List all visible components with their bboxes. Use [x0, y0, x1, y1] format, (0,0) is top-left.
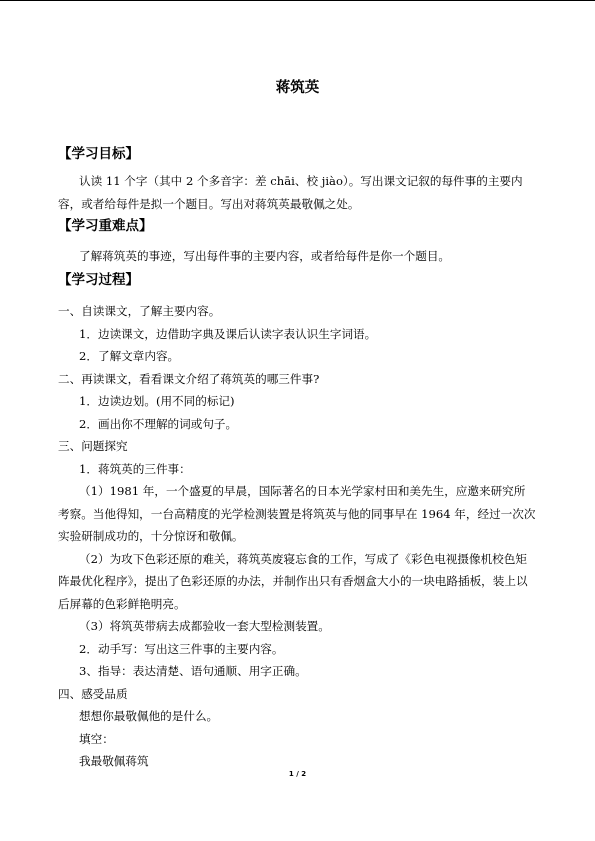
text-line: 四、感受品质 [58, 687, 128, 701]
text-line: 2．了解文章内容。 [79, 349, 180, 363]
text-line: 了解蒋筑英的事迹，写出每件事的主要内容，或者给每件是你一个题目。 [79, 249, 451, 263]
text-line: 1．边读边划。(用不同的标记) [79, 394, 235, 408]
text-line: 想想你最敬佩他的是什么。 [79, 709, 219, 723]
text-line: 2．画出你不理解的词或句子。 [79, 417, 238, 431]
text-line: 容，或者给每件是拟一个题目。写出对蒋筑英最敬佩之处。 [58, 197, 360, 211]
top-border-line [0, 0, 595, 1]
text-line: 1．蒋筑英的三件事： [79, 462, 191, 476]
text-line: 实验研制成功的，十分惊讶和敬佩。 [58, 529, 244, 543]
text-line: （2）为攻下色彩还原的难关，蒋筑英废寝忘食的工作，写成了《彩色电视摄像机校色矩 [79, 552, 527, 566]
section-heading-goals: 【学习目标】 [58, 146, 139, 162]
text-line: 一、自读课文，了解主要内容。 [58, 304, 221, 318]
page-title: 蒋筑英 [275, 80, 320, 96]
text-line: 三、问题探究 [58, 439, 128, 453]
text-line: 3、指导：表达清楚、语句通顺、用字正确。 [79, 664, 307, 678]
text-line: 考察。当他得知，一台高精度的光学检测装置是将筑英与他的同事早在 1964 年，经过一次次 [58, 507, 536, 521]
text-line: 2．动手写：写出这三件事的主要内容。 [79, 642, 284, 656]
text-line: 二、再读课文，看看课文介绍了蒋筑英的哪三件事? [58, 372, 320, 386]
text-line: （3）将筑英带病去成都验收一套大型检测装置。 [79, 619, 330, 633]
text-line: 认读 11 个字（其中 2 个多音字：差 chāi、校 jiào）。写出课文记叙的每件事的主要内 [79, 174, 523, 188]
text-line: 我最敬佩蒋筑 [79, 754, 149, 768]
text-line: 后屏幕的色彩鲜艳明亮。 [58, 597, 186, 611]
text-line: 1．边读课文，边借助字典及课后认读字表认识生字词语。 [79, 327, 377, 341]
section-heading-process: 【学习过程】 [58, 272, 139, 288]
text-line: 填空： [79, 732, 114, 746]
page-number: 1 / 2 [288, 770, 307, 778]
text-line: （1）1981 年，一个盛夏的早晨，国际著名的日本光学家村田和美先生，应邀来研究所 [79, 484, 526, 498]
section-heading-keypoints: 【学习重难点】 [58, 218, 153, 234]
text-line: 阵最优化程序》，提出了色彩还原的办法，并制作出只有香烟盒大小的一块电路插板，装上以 [58, 574, 528, 588]
